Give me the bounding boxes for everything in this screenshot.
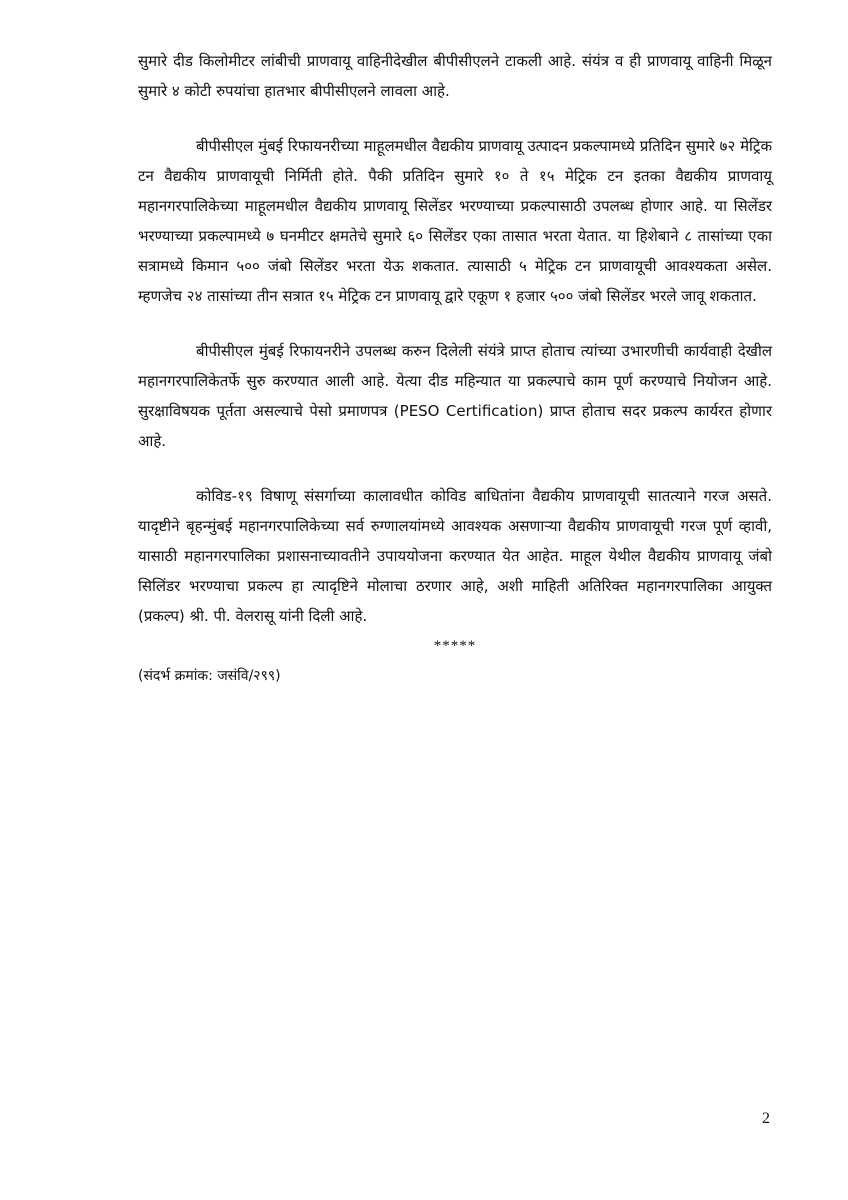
- paragraph-oxygen-production: बीपीसीएल मुंबई रिफायनरीच्या माहूलमधील वैद्यकीय प्राणवायू उत्पादन प्रकल्पामध्ये प्रतिदिन सुमारे ७२ मेट्रिक टन वैद्यकीय प्राणवायूची निर्मिती होते. पैकी प्रतिदिन सुमारे १० ते १५ मेट्रिक टन इतका वैद्यकीय प्राणवायू महानगरपालिकेच्या माहूलमधील वैद्यकीय प्राणवायू सिलेंडर भरण्याच्या प्रकल्पासाठी उपलब्ध होणार आहे. या सिलेंडर भरण्याच्या प्रकल्पामध्ये ७ घनमीटर क्षमतेचे सुमारे ६० सिलेंडर एका तासात भरता येतात. या हिशेबाने ८ तासांच्या एका सत्रामध्ये किमान ५०० जंबो सिलेंडर भरता येऊ शकतात. त्यासाठी ५ मेट्रिक टन प्राणवायूची आवश्यकता असेल. म्हणजेच २४ तासांच्या तीन सत्रात १५ मेट्रिक टन प्राणवायू द्वारे एकूण १ हजार ५०० जंबो सिलेंडर भरले जावू शकतात.: [138, 137, 772, 305]
- paragraph-covid-need: कोविड-१९ विषाणू संसर्गाच्या कालावधीत कोविड बाधितांना वैद्यकीय प्राणवायूची सातत्याने गरज असते. यादृष्टीने बृहन्मुंबई महानगरपालिकेच्या सर्व रुग्णालयांमध्ये आवश्यक असणाऱ्या वैद्यकीय प्राणवायूची गरज पूर्ण व्हावी, यासाठी महानगरपालिका प्रशासनाच्यावतीने उपाययोजना करण्यात येत आहेत. माहूल येथील वैद्यकीय प्राणवायू जंबो सिलिंडर भरण्याचा प्रकल्प हा त्यादृष्टिने मोलाचा ठरणार आहे, अशी माहिती अतिरिक्त महानगरपालिका आयुक्त (प्रकल्प) श्री. पी. वेलरासू यांनी दिली आहे.: [138, 487, 772, 625]
- page-number: 2: [762, 1110, 770, 1127]
- paragraph-pipeline-contribution: सुमारे दीड किलोमीटर लांबीची प्राणवायू वाहिनीदेखील बीपीसीएलने टाकली आहे. संयंत्र व ही प्राणवायू वाहिनी मिळून सुमारे ४ कोटी रुपयांचा हातभार बीपीसीएलने लावला आहे.: [138, 52, 772, 100]
- document-page: [138, 46, 772, 688]
- section-separator: *****: [433, 638, 477, 654]
- paragraph-plant-setup: बीपीसीएल मुंबई रिफायनरीने उपलब्ध करुन दिलेली संयंत्रे प्राप्त होताच त्यांच्या उभारणीची कार्यवाही देखील महानगरपालिकेतर्फे सुरु करण्यात आली आहे. येत्या दीड महिन्यात या प्रकल्पाचे काम पूर्ण करण्याचे नियोजन आहे. सुरक्षाविषयक पूर्तता असल्याचे पेसो प्रमाणपत्र (PESO Certification) प्राप्त होताच सदर प्रकल्प कार्यरत होणार आहे.: [138, 342, 772, 450]
- reference-number: (संदर्भ क्रमांक: जसंवि/२९९): [138, 668, 281, 684]
